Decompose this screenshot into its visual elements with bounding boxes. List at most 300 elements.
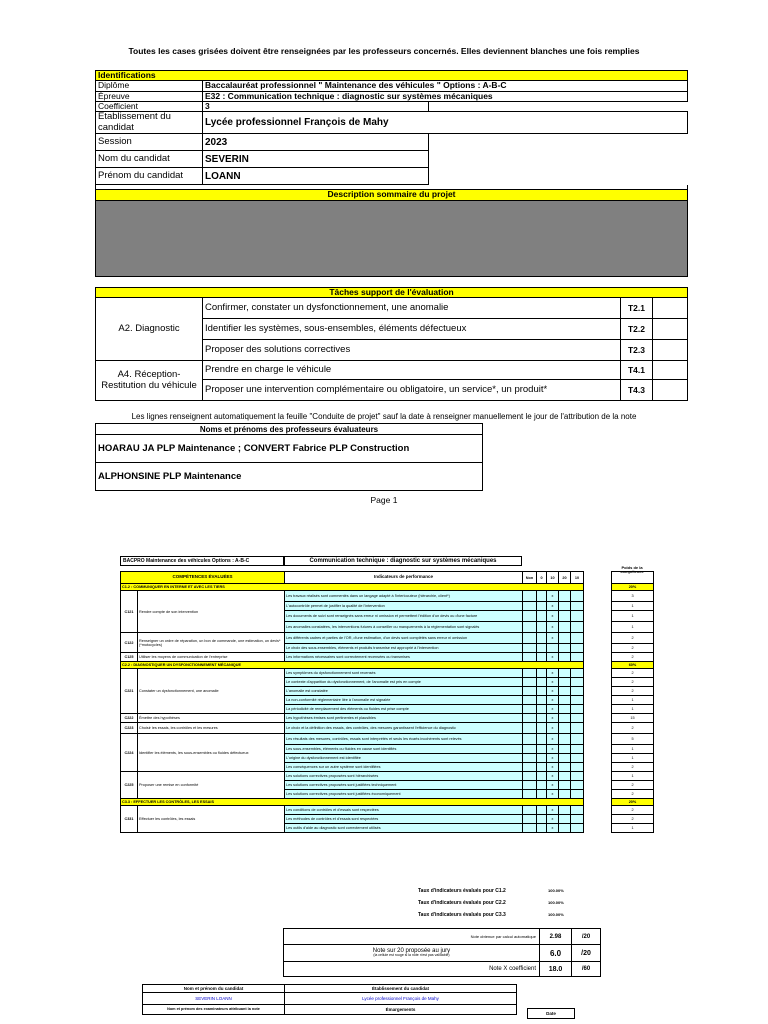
indicator-text: La périodicité de remplacement des éléments ou fluides est prise compte (285, 705, 523, 714)
score-cell[interactable] (571, 734, 584, 745)
score-cell[interactable] (559, 653, 571, 662)
page-number: Page 1 (370, 495, 398, 505)
description-header: Description sommaire du projet (96, 190, 688, 200)
competence-code: C122 (121, 633, 138, 653)
indicator-text: L'autocontrôle permet de justifier la qualité de l'intervention (285, 602, 523, 611)
score-cell[interactable]: x (547, 602, 559, 611)
indicator-points: 2 (612, 644, 654, 653)
score-cell[interactable] (559, 815, 571, 824)
score-cell[interactable] (537, 611, 547, 622)
score-cell[interactable] (537, 633, 547, 644)
score-cell[interactable]: x (547, 678, 559, 687)
competence-name: Constater un dysfonctionnement, une anomalie (138, 669, 285, 714)
section-weight: 20% (612, 584, 654, 591)
indicator-text: Les solutions correctives proposées sont hiérarchisées (285, 772, 523, 781)
instructions-notice: Toutes les cases grisées doivent être renseignées par les professeurs concernés. Elles deviennent blanches une fois remplies (128, 46, 640, 56)
spacer-cell (584, 799, 612, 806)
indicator-text: Les conditions de contrôles et d'essais sont respectées (285, 806, 523, 815)
score-cell[interactable] (523, 714, 537, 723)
score-cell[interactable] (571, 611, 584, 622)
score-cell[interactable] (537, 763, 547, 772)
spacer-cell (584, 653, 612, 662)
spacer-cell (584, 678, 612, 687)
score-cell[interactable] (537, 602, 547, 611)
scores-table (283, 928, 601, 977)
table-row (121, 633, 654, 644)
indicator-text: Les conséquences sur un autre système sont identifiées (285, 763, 523, 772)
spacer-cell (584, 572, 612, 584)
score-cell[interactable]: x (547, 622, 559, 633)
spacer-cell (584, 790, 612, 799)
coef-score-unit: /60 (572, 962, 601, 977)
score-cell[interactable] (571, 772, 584, 781)
auto-score-value: 2.98 (540, 929, 572, 945)
indicator-text: Les différents cadres et parties de l'OR, d'une estimation, d'un devis sont complétés sans erreur ni omission (285, 633, 523, 644)
score-cell[interactable] (523, 790, 537, 799)
spacer-cell (584, 754, 612, 763)
task-code: T4.1 (621, 361, 653, 380)
score-cell[interactable] (537, 806, 547, 815)
section-weight: 60% (612, 662, 654, 669)
score-cell[interactable] (523, 669, 537, 678)
indicator-text: Les informations nécessaires sont correctement recensées ou transmises (285, 653, 523, 662)
indicator-text: Les symptômes du dysfonctionnement sont recensés (285, 669, 523, 678)
label-school: Établissement du candidat (96, 112, 203, 134)
score-cell[interactable] (523, 772, 537, 781)
indicator-points: 2 (612, 669, 654, 678)
score-cell[interactable] (523, 754, 537, 763)
indicator-text: Les anomalies constatées, les interventions futures à conseiller ou manquements à la réglementation sont signalés (285, 622, 523, 633)
competence-code: C331 (121, 806, 138, 833)
col-score-header: 20 (559, 572, 571, 584)
spacer-cell (584, 662, 612, 669)
spacer-cell (584, 669, 612, 678)
section-title: C2.2 : DIAGNOSTIQUER UN DYSFONCTIONNEMENT MÉCANIQUE (121, 662, 584, 669)
score-cell[interactable] (571, 824, 584, 833)
score-cell[interactable] (559, 806, 571, 815)
score-cell[interactable] (571, 653, 584, 662)
spacer-cell (584, 705, 612, 714)
tasks-header: Tâches support de l'évaluation (96, 288, 688, 298)
score-cell[interactable] (537, 591, 547, 602)
competence-code: C125 (121, 653, 138, 662)
rate-label: Taux d'indicateurs évalués pour C3.3 (418, 912, 506, 918)
date-header: Date (527, 1008, 575, 1019)
score-cell[interactable] (559, 745, 571, 754)
weight-cell (612, 572, 654, 584)
value-school[interactable]: Lycée professionnel François de Mahy (203, 112, 688, 134)
score-cell[interactable] (559, 772, 571, 781)
score-cell[interactable] (537, 696, 547, 705)
task-text: Prendre en charge le véhicule (203, 361, 621, 380)
score-cell[interactable]: x (547, 754, 559, 763)
indicator-points: 2 (612, 781, 654, 790)
indicator-points: 1 (612, 745, 654, 754)
score-cell[interactable] (571, 754, 584, 763)
score-cell[interactable] (571, 790, 584, 799)
score-cell[interactable] (537, 790, 547, 799)
score-cell[interactable] (523, 611, 537, 622)
candidate-school-header: Établissement du candidat (285, 985, 517, 993)
score-cell[interactable] (571, 602, 584, 611)
score-cell[interactable]: x (547, 745, 559, 754)
score-cell[interactable] (559, 678, 571, 687)
score-cell[interactable] (523, 763, 537, 772)
score-cell[interactable] (559, 734, 571, 745)
spacer-cell (584, 772, 612, 781)
score-cell[interactable] (559, 723, 571, 734)
label-exam: Épreuve (96, 91, 203, 101)
professors-table (95, 423, 483, 491)
table-row (121, 806, 654, 815)
indicator-points: 2 (612, 790, 654, 799)
jury-score-label: Note sur 20 proposée au jury (372, 948, 451, 955)
score-cell[interactable] (559, 763, 571, 772)
competence-code: C121 (121, 591, 138, 633)
score-cell[interactable] (537, 678, 547, 687)
score-cell[interactable] (571, 815, 584, 824)
spacer-cell (584, 602, 612, 611)
rate-label: Taux d'indicateurs évalués pour C1.2 (418, 888, 506, 894)
label-firstname: Prénom du candidat (96, 168, 203, 185)
score-cell[interactable]: x (547, 763, 559, 772)
indicator-text: Le contexte d'apparition du dysfonctionnement, de l'anomalie est pris en compte (285, 678, 523, 687)
col-score-header: 0 (537, 572, 547, 584)
competence-name: Proposer une remise en conformité (138, 772, 285, 799)
competence-name: Renseigner un ordre de réparation, un bon de commande, une estimation, un devis* (*motocycles) (138, 633, 285, 653)
score-cell[interactable]: x (547, 790, 559, 799)
indicator-text: Les solutions correctives proposées sont justifiées économiquement (285, 790, 523, 799)
rate-label: Taux d'indicateurs évalués pour C2.2 (418, 900, 506, 906)
score-cell[interactable] (571, 696, 584, 705)
score-cell[interactable] (537, 644, 547, 653)
indicator-points: 1 (612, 705, 654, 714)
score-cell[interactable] (537, 714, 547, 723)
score-cell[interactable] (571, 723, 584, 734)
label-diploma: Diplôme (96, 81, 203, 91)
score-cell[interactable]: x (547, 687, 559, 696)
score-cell[interactable] (559, 644, 571, 653)
tasks-table (95, 287, 688, 401)
score-cell[interactable] (559, 602, 571, 611)
score-cell[interactable] (523, 806, 537, 815)
candidate-school-value: Lycée professionnel François de Mahy (285, 993, 517, 1005)
table-row (121, 714, 654, 723)
competence-code: C224 (121, 734, 138, 772)
score-cell[interactable]: x (547, 781, 559, 790)
score-cell[interactable] (537, 745, 547, 754)
score-cell[interactable] (571, 678, 584, 687)
score-cell[interactable] (571, 633, 584, 644)
indicator-text: Les documents de suivi sont renseignés sans erreur ni omission et permettent l'édition d'un devis ou d'une facture (285, 611, 523, 622)
score-cell[interactable] (523, 678, 537, 687)
value-lastname[interactable]: SEVERIN (203, 151, 429, 168)
score-cell[interactable] (559, 705, 571, 714)
score-cell[interactable]: x (547, 815, 559, 824)
coef-score-label: Note X coefficient (284, 962, 540, 977)
rate-value: 100.00% (548, 912, 564, 917)
score-cell[interactable] (523, 815, 537, 824)
section-title: C3.3 : EFFECTUER LES CONTRÔLES, LES ESSAIS (121, 799, 584, 806)
spacer-cell (584, 714, 612, 723)
identifications-table (95, 70, 688, 277)
indicator-points: 2 (612, 687, 654, 696)
score-cell[interactable] (547, 644, 559, 653)
score-cell[interactable] (571, 644, 584, 653)
score-cell[interactable] (523, 591, 537, 602)
score-cell[interactable] (537, 653, 547, 662)
task-check-cell[interactable] (653, 319, 688, 340)
spacer-cell (584, 734, 612, 745)
label-lastname: Nom du candidat (96, 151, 203, 168)
score-cell[interactable] (523, 745, 537, 754)
jury-score-sub: (la cellule est rouge si la note n'est pas validable) (373, 953, 450, 958)
score-cell[interactable] (559, 714, 571, 723)
score-cell[interactable] (523, 653, 537, 662)
score-cell[interactable] (537, 669, 547, 678)
weight-header: Poids de la compétence (620, 565, 644, 575)
rate-value: 100.00% (548, 888, 564, 893)
spacer-cell (584, 781, 612, 790)
score-cell[interactable] (559, 754, 571, 763)
col-non-header: Non (523, 572, 537, 584)
indicator-points: 15 (612, 714, 654, 723)
jury-score-cell (284, 945, 540, 962)
competence-code: C221 (121, 669, 138, 714)
score-cell[interactable] (559, 696, 571, 705)
col-score-header: 10 (571, 572, 584, 584)
indicator-text: Les méthodes de contrôles et d'essais sont respectées (285, 815, 523, 824)
score-cell[interactable] (537, 754, 547, 763)
table-row (121, 653, 654, 662)
col-competences-header: COMPÉTENCES ÉVALUÉES (121, 572, 285, 584)
score-cell[interactable] (559, 622, 571, 633)
spacer-cell (584, 611, 612, 622)
page2-title-right: Communication technique : diagnostic sur systèmes mécaniques (284, 556, 522, 566)
professors-line-2[interactable]: ALPHONSINE PLP Maintenance (96, 463, 483, 491)
score-cell[interactable] (523, 696, 537, 705)
value-firstname[interactable]: LOANN (203, 168, 429, 185)
score-cell[interactable]: x (547, 705, 559, 714)
indicator-points: 2 (612, 678, 654, 687)
score-cell[interactable]: x (547, 611, 559, 622)
indicator-points: 2 (612, 633, 654, 644)
page2-title-left: BACPRO Maintenance des véhicules Options : A-B-C (120, 556, 284, 566)
score-cell[interactable] (571, 714, 584, 723)
examiners-header: Nom et prénom des examinateurs attribuant la note (143, 1005, 285, 1015)
score-cell[interactable] (523, 781, 537, 790)
coef-score-value: 18.0 (540, 962, 572, 977)
indicator-points: 1 (612, 824, 654, 833)
score-cell[interactable] (537, 815, 547, 824)
task-code: T4.3 (621, 380, 653, 401)
spacer-cell (584, 824, 612, 833)
footer-table (142, 984, 517, 1015)
score-cell[interactable] (537, 705, 547, 714)
task-group-reception: A4. Réception-Restitution du véhicule (96, 361, 203, 401)
indicator-points: 2 (612, 815, 654, 824)
score-cell[interactable] (523, 824, 537, 833)
indicator-text: Le choix des sous-ensembles, éléments et produits transmise est approprié à l'intervention (285, 644, 523, 653)
score-cell[interactable] (523, 734, 537, 745)
task-check-cell[interactable] (653, 361, 688, 380)
score-cell[interactable] (537, 687, 547, 696)
score-cell[interactable] (571, 591, 584, 602)
indicator-points: 2 (612, 806, 654, 815)
section-title: C1.2 : COMMUNIQUER EN INTERNE ET AVEC LES TIERS (121, 584, 584, 591)
indicator-points: 1 (612, 622, 654, 633)
task-text: Proposer une intervention complémentaire ou obligatoire, un service*, un produit* (203, 380, 621, 401)
score-cell[interactable] (537, 824, 547, 833)
score-cell[interactable] (537, 734, 547, 745)
task-text: Identifier les systèmes, sous-ensembles, éléments défectueux (203, 319, 621, 340)
spacer-cell (584, 584, 612, 591)
spacer-cell (584, 633, 612, 644)
col-indicators-header: Indicateurs de performance (285, 572, 523, 584)
task-check-cell[interactable] (653, 340, 688, 361)
section-weight: 20% (612, 799, 654, 806)
score-cell[interactable] (559, 687, 571, 696)
value-session[interactable]: 2023 (203, 134, 429, 151)
competence-code: C222 (121, 714, 138, 723)
score-cell[interactable]: x (547, 633, 559, 644)
score-cell[interactable] (537, 772, 547, 781)
score-cell[interactable]: x (547, 653, 559, 662)
indicator-points: 1 (612, 772, 654, 781)
competence-name: Émettre des hypothèses (138, 714, 285, 723)
professors-header: Noms et prénoms des professeurs évaluateurs (96, 424, 483, 435)
score-cell[interactable] (523, 602, 537, 611)
indicator-points: 1 (612, 754, 654, 763)
score-cell[interactable] (523, 687, 537, 696)
value-coefficient[interactable]: 3 (203, 102, 429, 112)
spacer-cell (584, 622, 612, 633)
table-row (121, 591, 654, 602)
competences-grid (120, 571, 654, 833)
indicator-points: 1 (612, 696, 654, 705)
auto-fill-note: Les lignes renseignent automatiquement la feuille "Conduite de projet" sauf la date à renseigner manuellement le jour de l'attribution de la note (131, 412, 637, 421)
score-cell[interactable] (537, 622, 547, 633)
score-cell[interactable]: x (547, 824, 559, 833)
score-cell[interactable]: x (547, 723, 559, 734)
task-text: Proposer des solutions correctives (203, 340, 621, 361)
auto-score-unit: /20 (572, 929, 601, 945)
score-cell[interactable] (571, 669, 584, 678)
indicator-text: La non-conformité réglementaire liée à l'anomalie est signalée (285, 696, 523, 705)
score-cell[interactable] (571, 622, 584, 633)
description-field[interactable] (96, 200, 688, 276)
score-cell[interactable] (523, 705, 537, 714)
jury-score-unit: /20 (572, 945, 601, 962)
score-cell[interactable] (559, 633, 571, 644)
score-cell[interactable] (571, 687, 584, 696)
jury-score-value[interactable]: 6.0 (540, 945, 572, 962)
rate-value: 100.00% (548, 900, 564, 905)
score-cell[interactable] (523, 633, 537, 644)
score-cell[interactable] (559, 591, 571, 602)
score-cell[interactable] (537, 781, 547, 790)
competence-name: Choisir les essais, les contrôles et les mesures (138, 723, 285, 734)
score-cell[interactable] (537, 723, 547, 734)
indicator-text: Les outils d'aide au diagnostic sont correctement utilisés (285, 824, 523, 833)
score-cell[interactable]: x (547, 696, 559, 705)
score-cell[interactable] (571, 745, 584, 754)
score-cell[interactable] (571, 806, 584, 815)
indicator-text: Les solutions correctives proposées sont justifiées techniquement (285, 781, 523, 790)
spacer-cell (584, 696, 612, 705)
spacer-cell (584, 687, 612, 696)
professors-line-1[interactable]: HOARAU JA PLP Maintenance ; CONVERT Fabrice PLP Construction (96, 435, 483, 463)
score-cell[interactable] (523, 723, 537, 734)
label-coefficient: Coefficient (96, 102, 203, 112)
spacer-cell (584, 763, 612, 772)
table-row (121, 772, 654, 781)
indicator-points: 2 (612, 723, 654, 734)
task-code: T2.1 (621, 298, 653, 319)
competence-name: Utiliser les moyens de communication de l'entreprise (138, 653, 285, 662)
indicator-text: Les résultats des mesures, contrôles, essais sont interprétés et seuls les écarts incohérents sont relevés (285, 734, 523, 745)
competence-name: Identifier les éléments, les sous-ensembles ou fluides défectueux (138, 734, 285, 772)
score-cell[interactable] (523, 644, 537, 653)
indicator-points: 5 (612, 734, 654, 745)
score-cell[interactable] (559, 824, 571, 833)
candidate-name-header: Nom et prénom du candidat (143, 985, 285, 993)
task-code: T2.2 (621, 319, 653, 340)
score-cell[interactable] (571, 705, 584, 714)
score-cell[interactable]: x (547, 714, 559, 723)
score-cell[interactable] (559, 790, 571, 799)
label-session: Session (96, 134, 203, 151)
score-cell[interactable] (523, 622, 537, 633)
spacer-cell (584, 644, 612, 653)
task-group-diagnostic: A2. Diagnostic (96, 298, 203, 361)
competence-name: Rendre compte de son intervention (138, 591, 285, 633)
signatures-header: Émargements (285, 1005, 517, 1015)
indicator-text: Le choix et la définition des essais, des contrôles, des mesures garantissent l'efficience du diagnostic (285, 723, 523, 734)
indicator-points: 2 (612, 763, 654, 772)
competence-code: C223 (121, 723, 138, 734)
score-cell[interactable]: x (547, 669, 559, 678)
indicator-text: L'origine du dysfonctionnement est identifiée (285, 754, 523, 763)
score-cell[interactable]: x (547, 734, 559, 745)
indicator-text: Les travaux réalisés sont commentés dans un langage adapté à l'interlocuteur (hiérarchie, client*) (285, 591, 523, 602)
indicator-points: 3 (612, 591, 654, 602)
score-cell[interactable]: x (547, 806, 559, 815)
indicator-points: 2 (612, 653, 654, 662)
score-cell[interactable]: x (547, 591, 559, 602)
score-cell[interactable] (571, 763, 584, 772)
task-check-cell[interactable] (653, 380, 688, 401)
candidate-name-value: SEVERIN LOANN (143, 993, 285, 1005)
spacer-cell (584, 745, 612, 754)
value-exam[interactable]: E32 : Communication technique : diagnostic sur systèmes mécaniques (203, 91, 688, 101)
score-cell[interactable] (559, 669, 571, 678)
score-cell[interactable] (559, 611, 571, 622)
score-cell[interactable] (559, 781, 571, 790)
spacer-cell (584, 591, 612, 602)
score-cell[interactable]: x (547, 772, 559, 781)
value-diploma[interactable]: Baccalauréat professionnel " Maintenance des véhicules " Options : A-B-C (203, 81, 688, 91)
task-text: Confirmer, constater un dysfonctionnement, une anomalie (203, 298, 621, 319)
score-cell[interactable] (571, 781, 584, 790)
table-row (121, 723, 654, 734)
indicator-text: Les sous-ensembles, éléments ou fluides en cause sont identifiés (285, 745, 523, 754)
spacer-cell (584, 723, 612, 734)
task-check-cell[interactable] (653, 298, 688, 319)
indicator-points: 1 (612, 602, 654, 611)
table-row (121, 669, 654, 678)
spacer-cell (584, 806, 612, 815)
